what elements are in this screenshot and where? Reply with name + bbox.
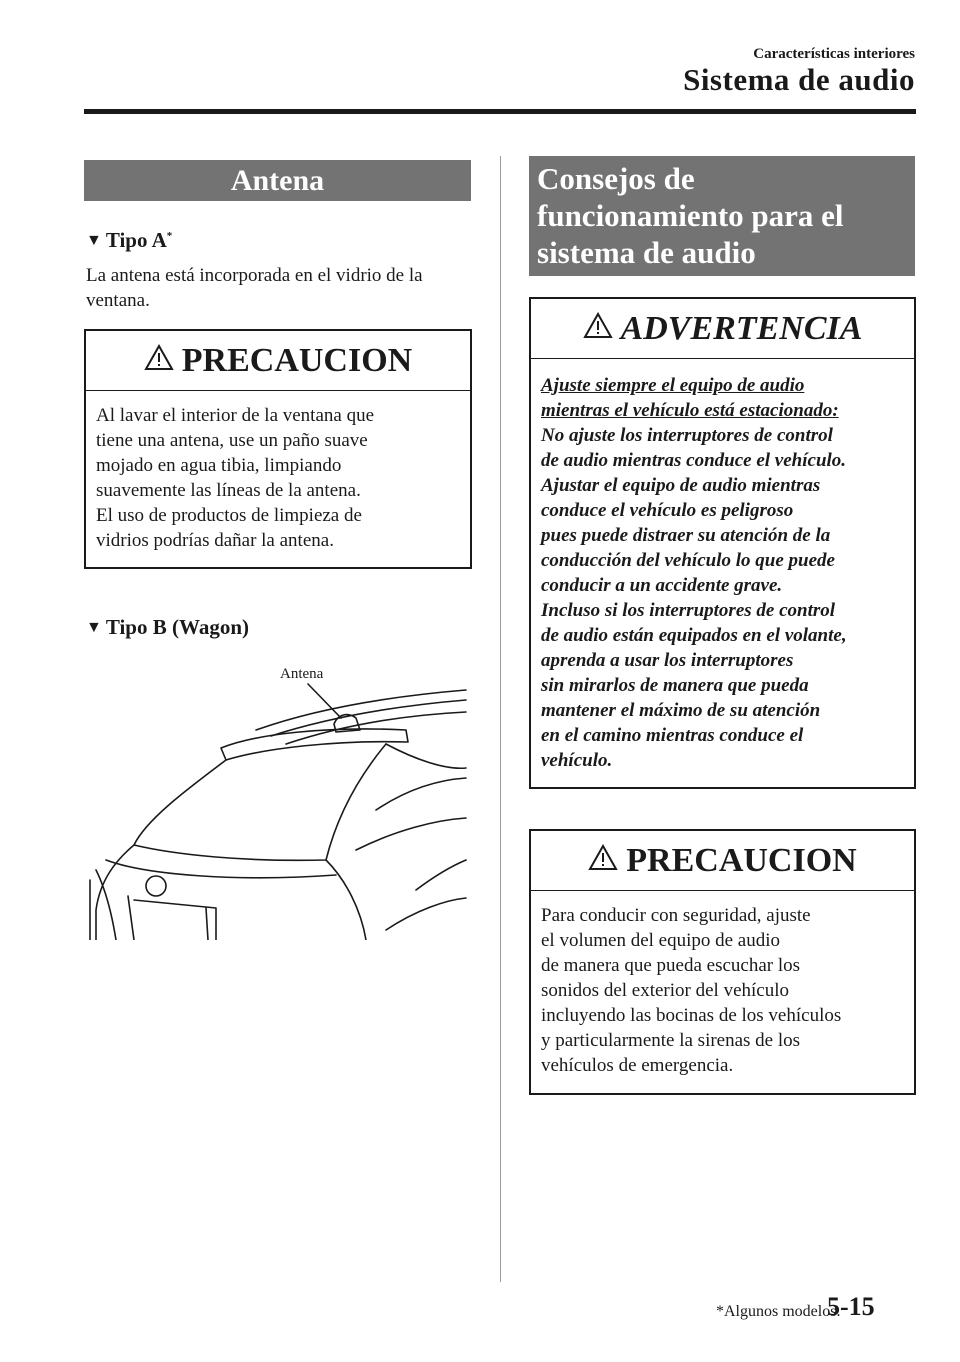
- caution-line: sonidos del exterior del vehículo: [541, 980, 789, 1001]
- section-title-line: funcionamiento para el: [537, 198, 844, 233]
- caution-line: incluyendo las bocinas de los vehículos: [541, 1005, 842, 1026]
- warning-line: conducción del vehículo lo que puede: [541, 550, 835, 571]
- warning-heading: ADVERTENCIA: [620, 309, 863, 347]
- section-title-consejos: [529, 156, 915, 276]
- triangle-down-icon: ▼: [86, 232, 102, 249]
- warning-triangle-icon: [144, 342, 174, 380]
- warning-header: [531, 299, 914, 359]
- warning-line: Incluso si los interruptores de control: [541, 600, 836, 621]
- caution-heading: PRECAUCION: [626, 841, 857, 879]
- subheading-tipo-a: [86, 228, 172, 253]
- caution-line: mojado en agua tibia, limpiando: [96, 455, 342, 476]
- warning-line-underlined: mientras el vehículo está estacionado:: [541, 400, 839, 421]
- warning-triangle-icon: [588, 842, 618, 880]
- section-title-antena: Antena: [84, 160, 471, 201]
- caution-line: de manera que pueda escuchar los: [541, 955, 801, 976]
- warning-line: aprenda a usar los interruptores: [541, 650, 794, 671]
- caution-line: vidrios podrías dañar la antena.: [96, 530, 334, 551]
- warning-line: sin mirarlos de manera que pueda: [541, 675, 809, 696]
- chapter-title: Sistema de audio: [683, 62, 915, 97]
- warning-line: conducir a un accidente grave.: [541, 575, 783, 596]
- caution-box-antena: [84, 329, 472, 569]
- caution-line: Al lavar el interior de la ventana que: [96, 405, 375, 426]
- caution-line: el volumen del equipo de audio: [541, 930, 781, 951]
- warning-body: [531, 359, 914, 773]
- triangle-down-icon: ▼: [86, 619, 102, 636]
- subheading-tipo-a-label: Tipo A: [105, 228, 167, 252]
- caution-line: El uso de productos de limpieza de: [96, 505, 362, 526]
- caution-line: vehículos de emergencia.: [541, 1055, 734, 1076]
- header-rule: [84, 109, 916, 114]
- warning-line: pues puede distraer su atención de la: [541, 525, 831, 546]
- warning-line: Ajustar el equipo de audio mientras: [541, 475, 821, 496]
- subheading-tipo-b: [86, 615, 249, 640]
- warning-line: de audio mientras conduce el vehículo.: [541, 450, 847, 471]
- caution-line: Para conducir con seguridad, ajuste: [541, 905, 811, 926]
- warning-line: vehículo.: [541, 750, 613, 771]
- caution-header: [86, 331, 470, 391]
- warning-triangle-icon: [583, 310, 613, 348]
- page-number: 5-15: [827, 1292, 875, 1321]
- section-title-line: Consejos de: [537, 161, 695, 196]
- subheading-tipo-b-label: Tipo B (Wagon): [105, 615, 249, 639]
- chapter-subtitle: Características interiores: [753, 46, 915, 62]
- warning-line: en el camino mientras conduce el: [541, 725, 804, 746]
- car-rear-antenna-illustration: [86, 660, 471, 940]
- caution-line: tiene una antena, use un paño suave: [96, 430, 368, 451]
- caution-box-audio: [529, 829, 916, 1095]
- warning-line: mantener el máximo de su atención: [541, 700, 821, 721]
- caution-body: [531, 891, 914, 1078]
- caution-line: suavemente las líneas de la antena.: [96, 480, 361, 501]
- warning-line: de audio están equipados en el volante,: [541, 625, 847, 646]
- illustration-label-antena: Antena: [280, 666, 324, 682]
- warning-line: No ajuste los interruptores de control: [541, 425, 833, 446]
- caution-line: y particularmente la sirenas de los: [541, 1030, 801, 1051]
- caution-body: [86, 391, 470, 553]
- antena-description: La antena está incorporada en el vidrio de la ventana.: [86, 265, 423, 311]
- column-divider: [500, 156, 501, 1282]
- caution-header: [531, 831, 914, 891]
- warning-box-audio: [529, 297, 916, 789]
- section-title-line: sistema de audio: [537, 235, 756, 270]
- warning-line: conduce el vehículo es peligroso: [541, 500, 794, 521]
- warning-line-underlined: Ajuste siempre el equipo de audio: [541, 375, 805, 396]
- caution-heading: PRECAUCION: [181, 341, 413, 379]
- footnote-text: *Algunos modelos.: [716, 1303, 841, 1320]
- footnote-mark: *: [166, 230, 173, 242]
